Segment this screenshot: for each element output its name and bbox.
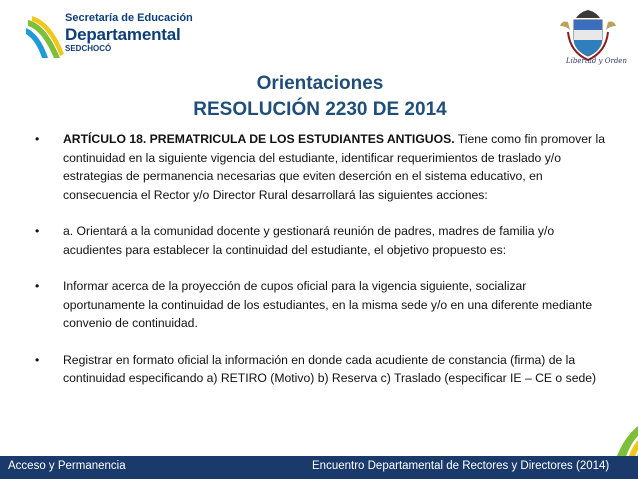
list-item bbox=[35, 222, 605, 259]
bullet-icon: • bbox=[35, 352, 40, 367]
bullet-icon: • bbox=[35, 132, 40, 146]
list-item bbox=[35, 277, 605, 333]
article-heading: ARTÍCULO 18. PREMATRICULA DE LOS ESTUDIANTES ANTIGUOS. bbox=[63, 132, 455, 146]
bullet-icon: • bbox=[35, 279, 40, 293]
list-item bbox=[35, 130, 605, 204]
logo-line1: Secretaría de Educación bbox=[65, 12, 193, 24]
logo-line3: SEDCHOCÓ bbox=[65, 44, 112, 53]
page-title: Orientaciones bbox=[256, 73, 384, 94]
bullet-icon: • bbox=[35, 224, 40, 238]
footer-left-text: Acceso y Permanencia bbox=[8, 460, 126, 472]
crest-motto: Libertad y Orden bbox=[566, 57, 627, 65]
list-item-text: Tiene como fin promover la continuidad en la siguiente vigencia del estudiante, identificar requerimientos de traslado y/o estrategias de permanencia necesarias que eviten deserción en el sistema educativo, en consecuencia el Rector y/o Director Rural desarrollará las siguientes acciones: bbox=[63, 132, 605, 202]
logo-swoosh-icon bbox=[26, 14, 66, 60]
list-item-text: a. Orientará a la comunidad docente y gestionará reunión de padres, madres de familia y/o acudientes para establecer la continuidad del estudiante, el objetivo propuesto es: bbox=[63, 224, 555, 257]
footer-right-text: Encuentro Departamental de Rectores y Directores (2014) bbox=[312, 460, 610, 472]
footer-bar bbox=[0, 456, 638, 479]
logo-line2: Departamental bbox=[65, 25, 181, 44]
sedchoco-logo bbox=[26, 12, 193, 62]
list-item bbox=[35, 351, 605, 388]
page-subtitle: RESOLUCIÓN 2230 DE 2014 bbox=[193, 99, 447, 120]
list-item-text: Informar acerca de la proyección de cupos oficial para la vigencia siguiente, socializar oportunamente la continuidad de los estudiantes, en la misma sede y/o en una diferente mediante convenio de continuidad. bbox=[63, 279, 593, 330]
bullet-list bbox=[35, 130, 605, 388]
list-item-text: Registrar en formato oficial la información en donde cada acudiente de constancia (firma) de la continuidad especificando a) RETIRO (Motivo) b) Reserva c) Traslado (especificar IE – CE o sede) bbox=[63, 352, 597, 385]
